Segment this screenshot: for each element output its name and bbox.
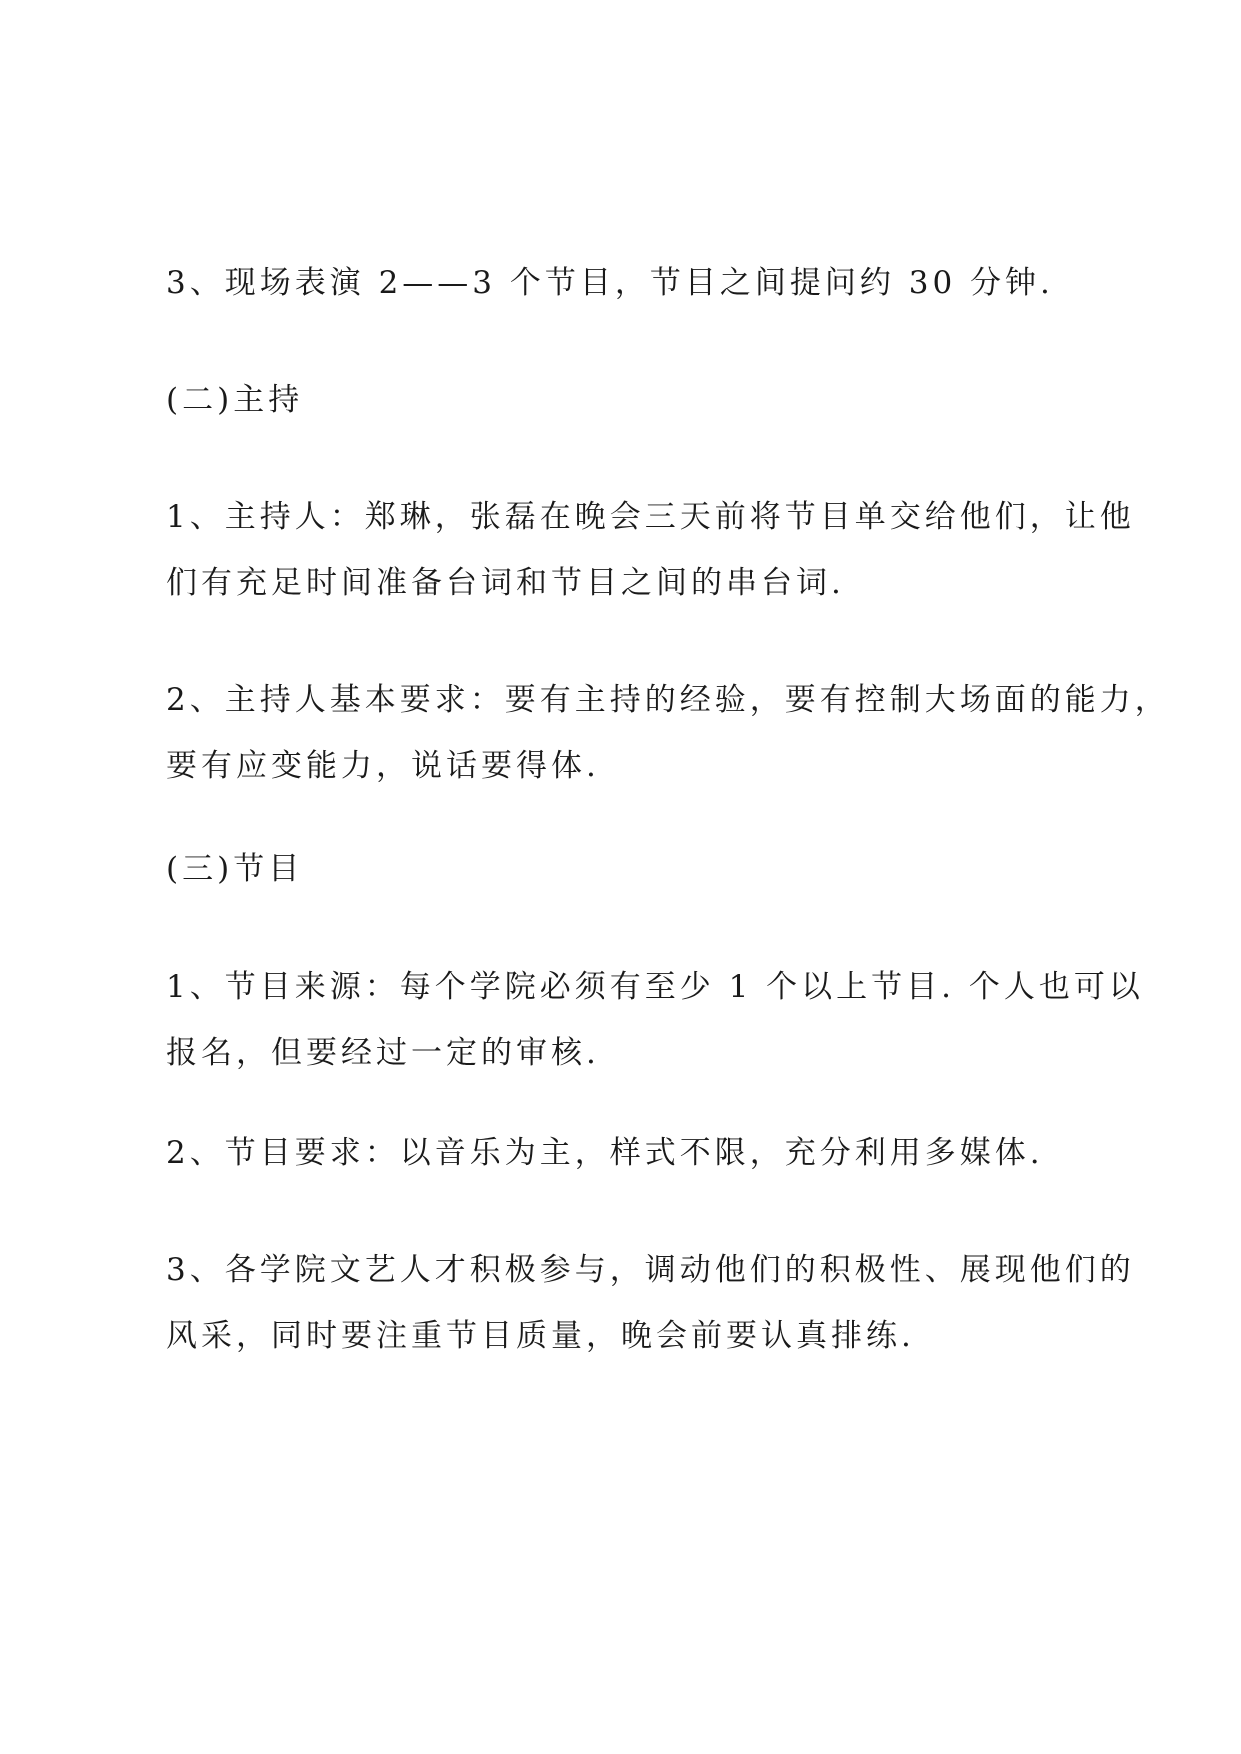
paragraph-line: 风采，同时要注重节目质量，晚会前要认真排练. <box>166 1318 915 1354</box>
paragraph-line: 2、主持人基本要求：要有主持的经验，要有控制大场面的能力， <box>166 682 1170 718</box>
paragraph-line: (三)节目 <box>166 851 304 887</box>
paragraph-programs-1 <box>166 954 1144 1086</box>
paragraph-programs-2 <box>166 1120 1096 1186</box>
paragraph-line: 报名，但要经过一定的审核. <box>166 1035 600 1071</box>
paragraph-line: (二)主持 <box>166 382 304 418</box>
paragraph-programs-3 <box>166 1237 1135 1369</box>
paragraph-host-1 <box>166 484 1135 616</box>
paragraph-line: 3、现场表演 2——3 个节目，节目之间提问约 30 分钟. <box>166 265 1054 301</box>
paragraph-line: 1、主持人：郑琳，张磊在晚会三天前将节目单交给他们，让他 <box>166 499 1135 535</box>
paragraph-line: 2、节目要求：以音乐为主，样式不限，充分利用多媒体. <box>166 1135 1044 1171</box>
paragraph-line: 要有应变能力，说话要得体. <box>166 748 600 784</box>
paragraph-line: 1、节目来源：每个学院必须有至少 1 个以上节目. 个人也可以 <box>166 969 1144 1005</box>
section-heading-host <box>166 367 1096 433</box>
section-heading-programs <box>166 836 1096 902</box>
paragraph-line: 3、各学院文艺人才积极参与，调动他们的积极性、展现他们的 <box>166 1252 1135 1288</box>
paragraph-host-2 <box>166 667 1170 799</box>
paragraph-line: 们有充足时间准备台词和节目之间的串台词. <box>166 565 845 601</box>
paragraph-item-3-performance <box>166 250 1096 316</box>
